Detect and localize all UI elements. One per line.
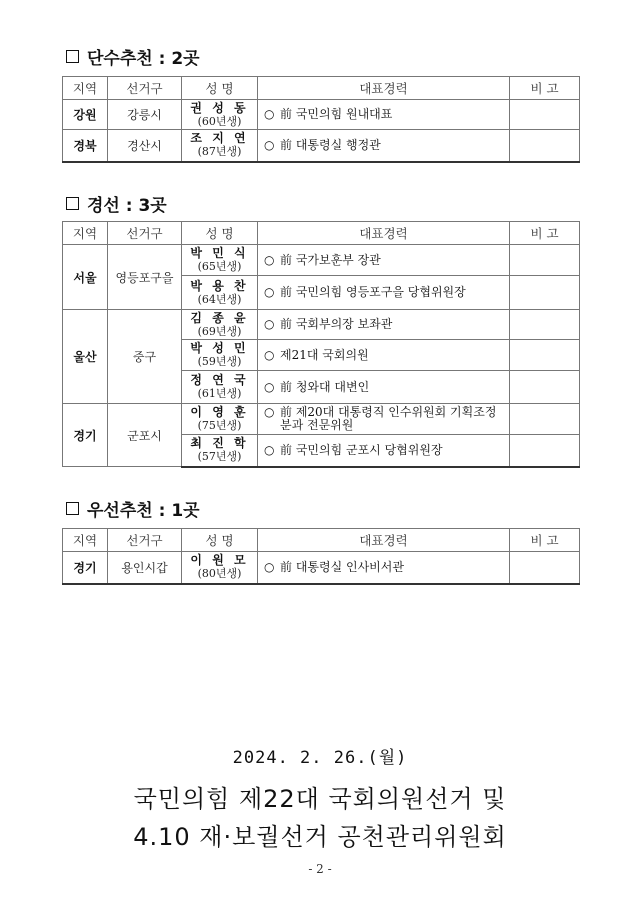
region-cell: 경북 — [63, 130, 108, 162]
header-region: 지역 — [63, 529, 108, 552]
candidate-birth-year: (57년생) — [197, 450, 242, 464]
candidate-cell — [182, 276, 258, 310]
candidate-birth-year: (65년생) — [197, 260, 242, 273]
career-cell — [258, 130, 510, 162]
note-cell — [510, 404, 580, 435]
candidate-name: 정 연 국 — [190, 373, 249, 387]
table-row — [63, 310, 580, 340]
district-cell: 군포시 — [108, 404, 182, 467]
header-note: 비 고 — [510, 77, 580, 100]
candidate-birth-year: (75년생) — [197, 419, 242, 432]
candidate-name: 이 원 모 — [190, 553, 249, 568]
candidate-birth-year: (59년생) — [197, 355, 242, 368]
career-cell — [258, 276, 510, 310]
table-row — [63, 552, 580, 584]
bullet-icon: ○ — [264, 252, 275, 267]
district-cell: 용인시갑 — [108, 552, 182, 584]
note-cell — [510, 435, 580, 467]
candidate-birth-year: (69년생) — [197, 324, 242, 338]
note-cell — [510, 245, 580, 276]
career-text: 前 국회부의장 보좌관 — [280, 317, 393, 331]
header-career: 대표경력 — [258, 77, 510, 100]
region-cell: 강원 — [63, 100, 108, 130]
header-region: 지역 — [63, 77, 108, 100]
bullet-icon: ○ — [264, 347, 275, 362]
bullet-icon: ○ — [264, 559, 275, 574]
header-career: 대표경력 — [258, 529, 510, 552]
candidate-name: 최 진 학 — [190, 436, 249, 451]
career-text: 前 제20대 대통령직 인수위원회 기획조정분과 전문위원 — [280, 405, 497, 432]
career-text: 제21대 국회의원 — [280, 347, 369, 362]
career-text: 前 국가보훈부 장관 — [280, 252, 381, 267]
section-title-text: 우선추천 : 1곳 — [87, 501, 200, 521]
candidate-cell — [182, 310, 258, 340]
district-cell: 영등포구을 — [108, 245, 182, 310]
candidate-cell — [182, 100, 258, 130]
note-cell — [510, 100, 580, 130]
candidate-cell — [182, 404, 258, 435]
candidate-birth-year: (60년생) — [197, 114, 242, 128]
candidate-name: 권 성 동 — [190, 100, 249, 115]
district-cell: 중구 — [108, 310, 182, 404]
checkbox-square-icon — [66, 502, 79, 515]
table-row — [63, 100, 580, 130]
section-title-text: 단수추천 : 2곳 — [87, 49, 200, 69]
header-name: 성 명 — [182, 77, 258, 100]
career-cell — [258, 404, 510, 435]
candidate-name: 박 성 민 — [190, 341, 249, 355]
table-row — [63, 130, 580, 162]
career-cell — [258, 552, 510, 584]
checkbox-square-icon — [66, 50, 79, 63]
header-district: 선거구 — [108, 222, 182, 245]
header-district: 선거구 — [108, 77, 182, 100]
announcement-date: 2024. 2. 26.(월) — [232, 748, 408, 768]
section-title-single-nomination — [66, 44, 200, 69]
career-cell — [258, 371, 510, 404]
region-cell: 울산 — [63, 310, 108, 404]
checkbox-square-icon — [66, 197, 79, 210]
candidate-birth-year: (64년생) — [197, 292, 242, 306]
candidate-cell — [182, 435, 258, 467]
candidate-name: 김 종 윤 — [190, 310, 249, 325]
table-row — [63, 404, 580, 435]
career-text: 前 대통령실 행정관 — [280, 137, 381, 152]
candidate-name: 박 민 식 — [190, 246, 249, 260]
header-name: 성 명 — [182, 222, 258, 245]
section-title-primary — [66, 191, 167, 216]
note-cell — [510, 552, 580, 584]
candidate-name: 박 용 찬 — [190, 278, 249, 293]
committee-name-line1: 국민의힘 제22대 국회의원선거 및 — [133, 785, 507, 813]
candidate-name: 이 영 훈 — [190, 405, 249, 419]
region-cell: 경기 — [63, 404, 108, 467]
bullet-icon: ○ — [264, 317, 275, 331]
career-cell — [258, 310, 510, 340]
career-cell — [258, 100, 510, 130]
table-row — [63, 245, 580, 276]
candidate-cell — [182, 552, 258, 584]
district-cell: 강릉시 — [108, 100, 182, 130]
section-title-priority-nomination — [66, 496, 200, 521]
note-cell — [510, 340, 580, 371]
career-cell — [258, 435, 510, 467]
career-text: 前 청와대 대변인 — [280, 379, 370, 394]
candidate-cell — [182, 340, 258, 371]
career-cell — [258, 340, 510, 371]
table-header-row — [63, 77, 580, 100]
header-career: 대표경력 — [258, 222, 510, 245]
table-header-row — [63, 529, 580, 552]
candidate-cell — [182, 130, 258, 162]
header-note: 비 고 — [510, 529, 580, 552]
bullet-icon: ○ — [264, 107, 275, 121]
career-cell — [258, 245, 510, 276]
career-text: 前 국민의힘 영등포구을 당협위원장 — [280, 285, 466, 299]
header-note: 비 고 — [510, 222, 580, 245]
single-nomination-table — [62, 76, 580, 163]
header-name: 성 명 — [182, 529, 258, 552]
bullet-icon: ○ — [264, 405, 275, 419]
note-cell — [510, 371, 580, 404]
primary-table — [62, 221, 580, 468]
career-text: 前 대통령실 인사비서관 — [280, 559, 404, 574]
region-cell: 경기 — [63, 552, 108, 584]
bullet-icon: ○ — [264, 379, 275, 394]
committee-name-line2: 4.10 재·보궐선거 공천관리위원회 — [133, 823, 507, 851]
note-cell — [510, 276, 580, 310]
bullet-icon: ○ — [264, 137, 275, 152]
candidate-birth-year: (61년생) — [197, 387, 242, 400]
bullet-icon: ○ — [264, 442, 275, 457]
candidate-birth-year: (87년생) — [197, 145, 242, 159]
career-text: 前 국민의힘 원내대표 — [280, 107, 393, 121]
table-header-row — [63, 222, 580, 245]
candidate-birth-year: (80년생) — [197, 567, 242, 581]
note-cell — [510, 130, 580, 162]
header-district: 선거구 — [108, 529, 182, 552]
page-number: - 2 - — [308, 862, 332, 876]
candidate-name: 조 지 연 — [190, 131, 249, 146]
region-cell: 서울 — [63, 245, 108, 310]
district-cell: 경산시 — [108, 130, 182, 162]
note-cell — [510, 310, 580, 340]
candidate-cell — [182, 371, 258, 404]
candidate-cell — [182, 245, 258, 276]
section-title-text: 경선 : 3곳 — [87, 196, 167, 216]
priority-nomination-table — [62, 528, 580, 585]
bullet-icon: ○ — [264, 285, 275, 299]
header-region: 지역 — [63, 222, 108, 245]
career-text: 前 국민의힘 군포시 당협위원장 — [280, 442, 443, 457]
